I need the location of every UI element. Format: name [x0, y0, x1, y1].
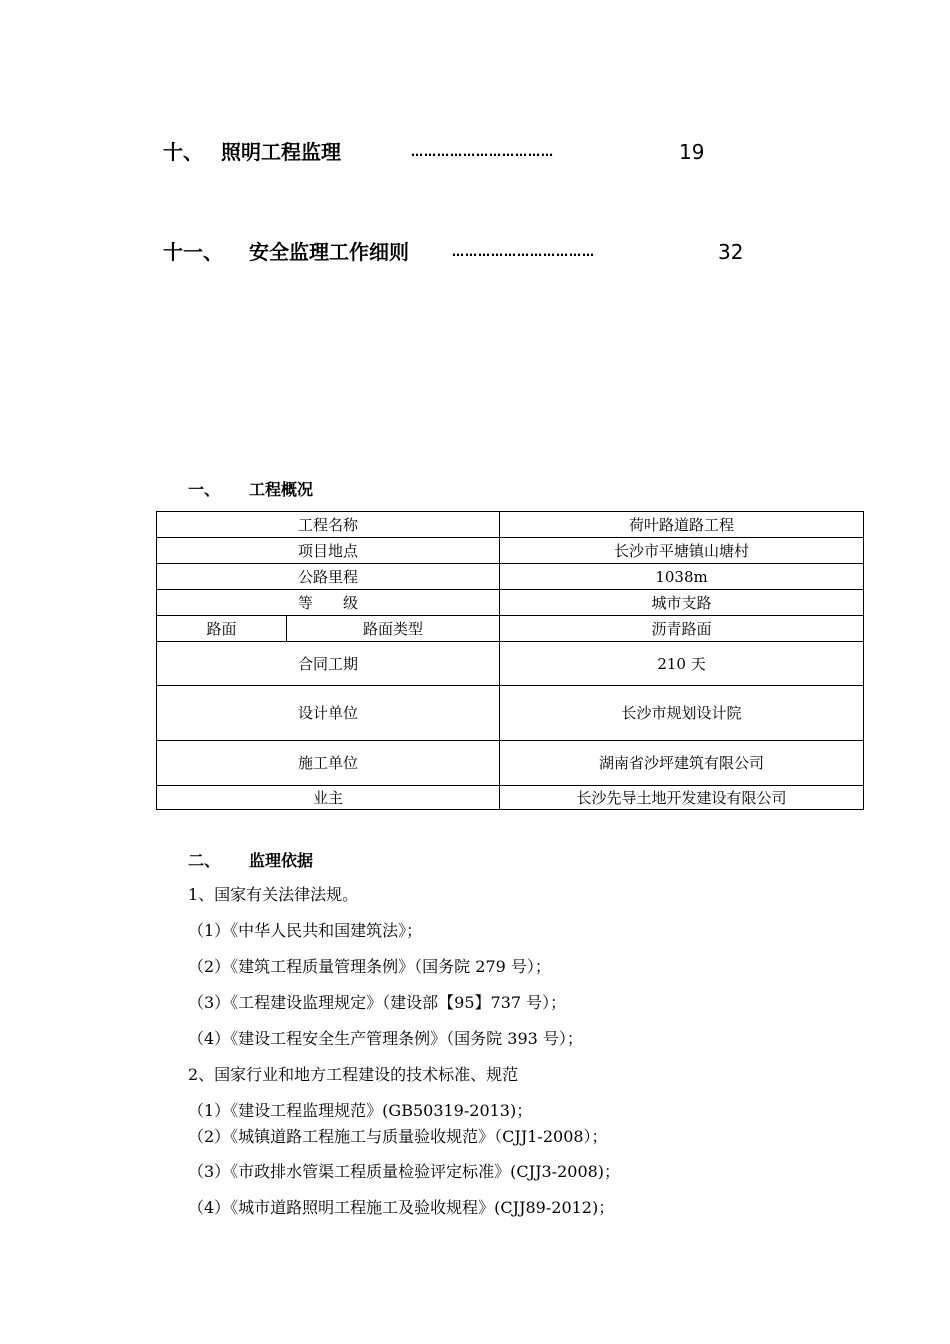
table-label-cell: 施工单位: [157, 741, 500, 786]
table-row: [157, 741, 864, 786]
toc-entry-number: 十、: [163, 140, 203, 164]
table-value-cell: 荷叶路道路工程: [500, 512, 864, 538]
section-heading-overview: [188, 480, 388, 500]
toc-entry-page: 32: [718, 240, 744, 264]
basis-item: （1）《中华人民共和国建筑法》；: [188, 921, 423, 940]
table-value-cell: 长沙市规划设计院: [500, 686, 864, 741]
table-label-cell: 等 级: [157, 590, 500, 616]
toc-entry-title: 安全监理工作细则: [249, 240, 409, 264]
table-label-cell: 业主: [157, 786, 500, 810]
project-overview-table: [156, 511, 864, 810]
section-title: 监理依据: [249, 851, 314, 870]
table-value-cell: 沥青路面: [500, 616, 864, 642]
basis-item: 2、国家行业和地方工程建设的技术标准、规范: [188, 1065, 519, 1084]
basis-item: （4）《建设工程安全生产管理条例》（国务院 393 号）；: [188, 1029, 583, 1048]
section-number: 一、: [188, 480, 221, 499]
table-row: [157, 512, 864, 538]
basis-item: （3）《工程建设监理规定》（建设部【95】737 号）；: [188, 993, 567, 1012]
table-value-cell: 1038m: [500, 564, 864, 590]
table-row: [157, 786, 864, 810]
basis-item: （2）《建筑工程质量管理条例》（国务院 279 号）；: [188, 957, 551, 976]
table-row: [157, 642, 864, 686]
table-value-cell: 长沙先导土地开发建设有限公司: [500, 786, 864, 810]
toc-entry-leader: ……………………………: [452, 245, 595, 259]
table-label-cell: 项目地点: [157, 538, 500, 564]
table-value-cell: 湖南省沙坪建筑有限公司: [500, 741, 864, 786]
table-value-cell: 210 天: [500, 642, 864, 686]
section-number: 二、: [188, 851, 221, 870]
toc-entry-10[interactable]: [163, 140, 723, 164]
basis-item: （2）《城镇道路工程施工与质量验收规范》（CJJ1-2008）；: [188, 1127, 608, 1146]
basis-item: （4）《城市道路照明工程施工及验收规程》(CJJ89-2012)；: [188, 1198, 615, 1217]
table-value-cell: 城市支路: [500, 590, 864, 616]
table-label-cell: 合同工期: [157, 642, 500, 686]
table-label-cell: 公路里程: [157, 564, 500, 590]
toc-entry-leader: ……………………………: [411, 145, 554, 159]
table-row: [157, 590, 864, 616]
toc-entry-11[interactable]: [163, 240, 763, 264]
table-label-cell: 工程名称: [157, 512, 500, 538]
table-label-cell: 路面类型: [287, 616, 500, 642]
section-heading-basis: [188, 851, 388, 871]
table-row: [157, 564, 864, 590]
basis-item: （3）《市政排水管渠工程质量检验评定标准》(CJJ3-2008)；: [188, 1162, 621, 1181]
basis-item: （1）《建设工程监理规范》(GB50319-2013)；: [188, 1101, 533, 1120]
table-row: [157, 686, 864, 741]
table-row: [157, 538, 864, 564]
table-label-cell: 路面: [157, 616, 287, 642]
toc-entry-number: 十一、: [163, 240, 223, 264]
table-label-cell: 设计单位: [157, 686, 500, 741]
toc-entry-page: 19: [679, 140, 705, 164]
toc-entry-title: 照明工程监理: [221, 140, 341, 164]
section-title: 工程概况: [249, 480, 314, 499]
basis-item: 1、国家有关法律法规。: [188, 885, 359, 904]
table-row: [157, 616, 864, 642]
table-value-cell: 长沙市平塘镇山塘村: [500, 538, 864, 564]
